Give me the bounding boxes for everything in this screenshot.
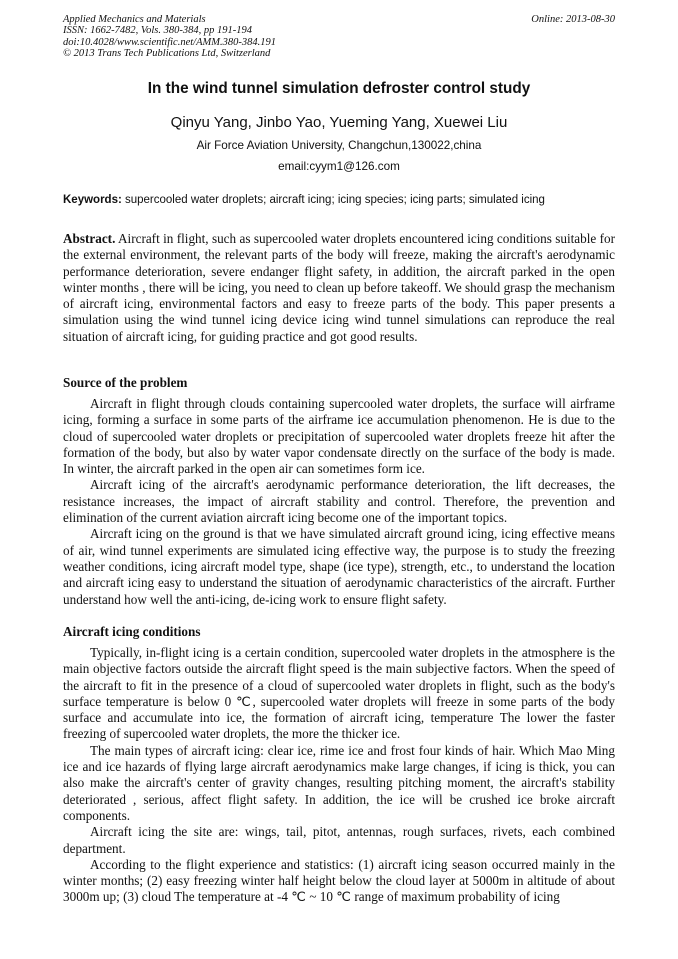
keywords: [63, 194, 623, 206]
paragraph: Aircraft icing the site are: wings, tail, pitot, antennas, rough surfaces, rivets, each combined department.: [63, 824, 615, 856]
abstract: [63, 231, 615, 345]
section-source-of-problem: [63, 396, 615, 608]
paragraph: Aircraft icing of the aircraft's aerodynamic performance deterioration, the lift decreases, the resistance increases, the impact of aircraft stability and control. Therefore, the prevention and elimination of the current aviation aircraft icing become one of the important topics.: [63, 477, 615, 526]
paragraph: Aircraft in flight through clouds containing supercooled water droplets, the surface will airframe icing, forming a surface in some parts of the airframe ice accumulation phenomenon. He is due to the cloud of supercooled water droplets or precipitation of supercooled water droplets freeze hit after the formation of the body, but also by water vapor condensate directly on the surface of the body is made. In winter, the aircraft parked in the open air can sometimes form ice.: [63, 396, 615, 477]
abstract-label: Abstract.: [63, 231, 116, 246]
authors: Qinyu Yang, Jinbo Yao, Yueming Yang, Xuewei Liu: [170, 114, 508, 131]
paragraph: The main types of aircraft icing: clear ice, rime ice and frost four kinds of hair. Which Mao Ming ice and ice hazards of flying large aircraft aerodynamics make large changes, if icing is thick, you can also make the aircraft's center of gravity changes, resulting pitching moment, the aircraft's stability deteriorated , serious, affect flight safety. In addition, the ice will be crushed ice broke aircraft components.: [63, 742, 615, 823]
paper-title: In the wind tunnel simulation defroster control study: [147, 80, 531, 97]
section-heading-icing-conditions: Aircraft icing conditions: [63, 624, 201, 639]
paragraph: According to the flight experience and statistics: (1) aircraft icing season occurred mainly in the winter months; (2) easy freezing winter half height below the cloud layer at 5000m in altitude of about 3000m up; (3) cloud The temperature at -4 ℃ ~ 10 ℃ range of maximum probability of icing: [63, 856, 615, 905]
affiliation: Air Force Aviation University, Changchun,130022,china: [196, 139, 482, 152]
email: email:cyym1@126.com: [278, 160, 400, 173]
journal-header: [63, 14, 363, 59]
copyright-line: © 2013 Trans Tech Publications Ltd, Switzerland: [63, 47, 271, 59]
paragraph: Typically, in-flight icing is a certain condition, supercooled water droplets in the atmosphere is the main objective factors outside the aircraft flight speed is the main subjective factors. When the speed of the aircraft to fit in the presence of a cloud of supercooled water droplets in flight, such as the body's surface temperature is below 0 ℃, supercooled water droplets will freeze in some parts of the body surface and accumulate into ice, the formation of aircraft icing, temperature The lower the faster freezing of supercooled water droplets, the more the thicker ice.: [63, 645, 615, 742]
paragraph: Aircraft icing on the ground is that we have simulated aircraft ground icing, icing effective means of air, wind tunnel experiments are simulated icing effective way, the purpose is to study the freezing weather conditions, icing aircraft model type, shape (ice type), strength, etc., to understand the location and aircraft icing easy to understand the situation of aerodynamic characteristics of the aircraft. Further understand how well the anti-icing, de-icing work to ensure flight safety.: [63, 526, 615, 607]
section-icing-conditions: [63, 645, 615, 906]
journal-name: Applied Mechanics and Materials: [63, 14, 206, 25]
abstract-text: Aircraft in flight, such as supercooled water droplets encountered icing conditions suitable for the external environment, the relevant parts of the body will freeze, making the aircraft's aerodynamic performance deterioration, severe endanger flight safety, in addition, the aircraft parked in the open winter months , there will be icing, you need to clean up before takeoff. We should grasp the mechanism of aircraft icing, environmental factors and easy to freeze parts of the body. This paper presents a simulation using the wind tunnel icing device icing wind tunnel simulations can reproduce the real situation of aircraft icing, for guiding practice and got good results.: [63, 231, 615, 344]
keywords-list: supercooled water droplets; aircraft icing; icing species; icing parts; simulated icing: [121, 194, 545, 206]
issn-line: ISSN: 1662-7482, Vols. 380-384, pp 191-194: [63, 25, 252, 37]
online-date: Online: 2013-08-30: [531, 14, 615, 25]
section-heading-source-of-problem: Source of the problem: [63, 375, 188, 390]
doi-line: doi:10.4028/www.scientific.net/AMM.380-384.191: [63, 36, 276, 48]
keywords-label: Keywords:: [63, 194, 122, 206]
